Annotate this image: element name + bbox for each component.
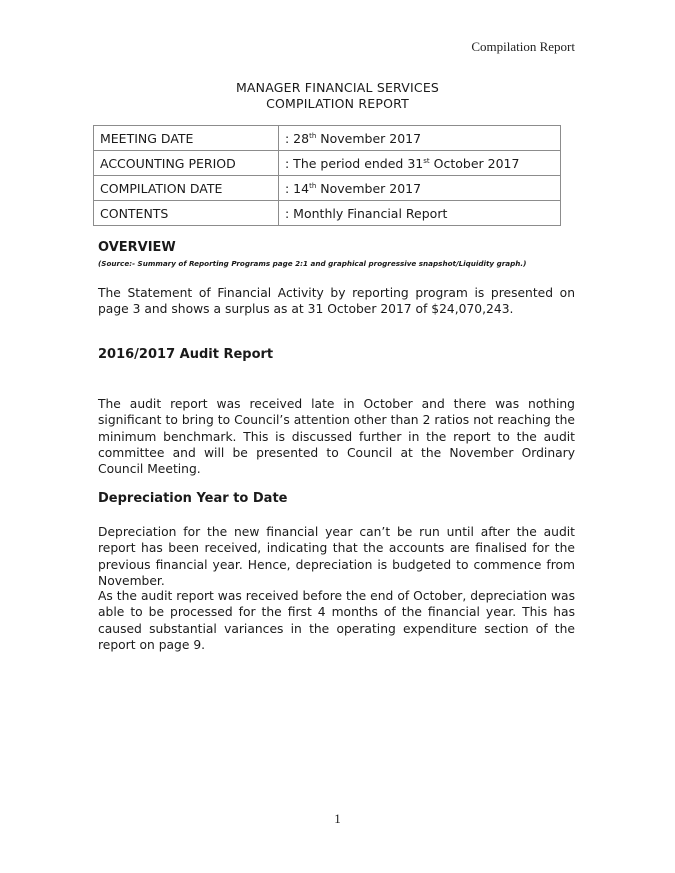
overview-paragraph: The Statement of Financial Activity by reporting program is presented on page 3 and shows a surplus as at 31 October 2017 of $24,070,243. — [98, 286, 575, 317]
meta-label: MEETING DATE — [94, 126, 279, 151]
meta-row — [94, 151, 561, 176]
meta-value — [279, 201, 561, 226]
depreciation-paragraph-1: Depreciation for the new financial year can’t be run until after the audit report has been received, indicating that the accounts are finalised for the previous financial year. Hence, depreciation is budgeted to commence from November. — [98, 525, 575, 588]
ordinal-suffix: th — [309, 181, 317, 190]
title-line-1: MANAGER FINANCIAL SERVICES — [235, 80, 440, 95]
meta-value — [279, 176, 561, 201]
ordinal-suffix: st — [423, 156, 430, 165]
meta-value-text: : Monthly Financial Report — [285, 205, 448, 221]
audit-report-paragraph: The audit report was received late in October and there was nothing significant to bring to Council’s attention other than 2 ratios not reaching the minimum benchmark. This is discussed further in the report to the audit committee and will be presented to Council at the November Ordinary Council Meeting. — [98, 397, 575, 477]
meta-row — [94, 176, 561, 201]
meeting-details-table — [93, 125, 561, 226]
meta-value-text: : The period ended 31 — [285, 155, 424, 171]
meta-value-text-end: November 2017 — [316, 130, 422, 146]
depreciation-heading: Depreciation Year to Date — [98, 491, 288, 506]
meta-label: COMPILATION DATE — [94, 176, 279, 201]
meta-value-text-end: October 2017 — [429, 155, 520, 171]
audit-report-heading: 2016/2017 Audit Report — [98, 347, 274, 362]
meta-label: CONTENTS — [94, 201, 279, 226]
meta-value-text: : 14 — [285, 180, 310, 196]
meta-value-text-end: November 2017 — [316, 180, 422, 196]
meta-label: ACCOUNTING PERIOD — [94, 151, 279, 176]
running-head: Compilation Report — [471, 39, 575, 54]
document-title — [0, 80, 675, 112]
ordinal-suffix: th — [309, 131, 317, 140]
meta-row — [94, 126, 561, 151]
overview-heading: OVERVIEW — [98, 240, 176, 255]
title-line-2: COMPILATION REPORT — [266, 96, 409, 111]
page-number: 1 — [334, 811, 341, 826]
meta-value — [279, 126, 561, 151]
meta-value — [279, 151, 561, 176]
depreciation-paragraph-2: As the audit report was received before the end of October, depreciation was able to be processed for the first 4 months of the financial year. This has caused substantial variances in the operating expenditure section of the report on page 9. — [98, 589, 575, 652]
meta-row — [94, 201, 561, 226]
meta-value-text: : 28 — [285, 130, 310, 146]
overview-source-note: (Source:- Summary of Reporting Programs page 2:1 and graphical progressive snapshot/Liquidity graph.) — [98, 259, 527, 268]
